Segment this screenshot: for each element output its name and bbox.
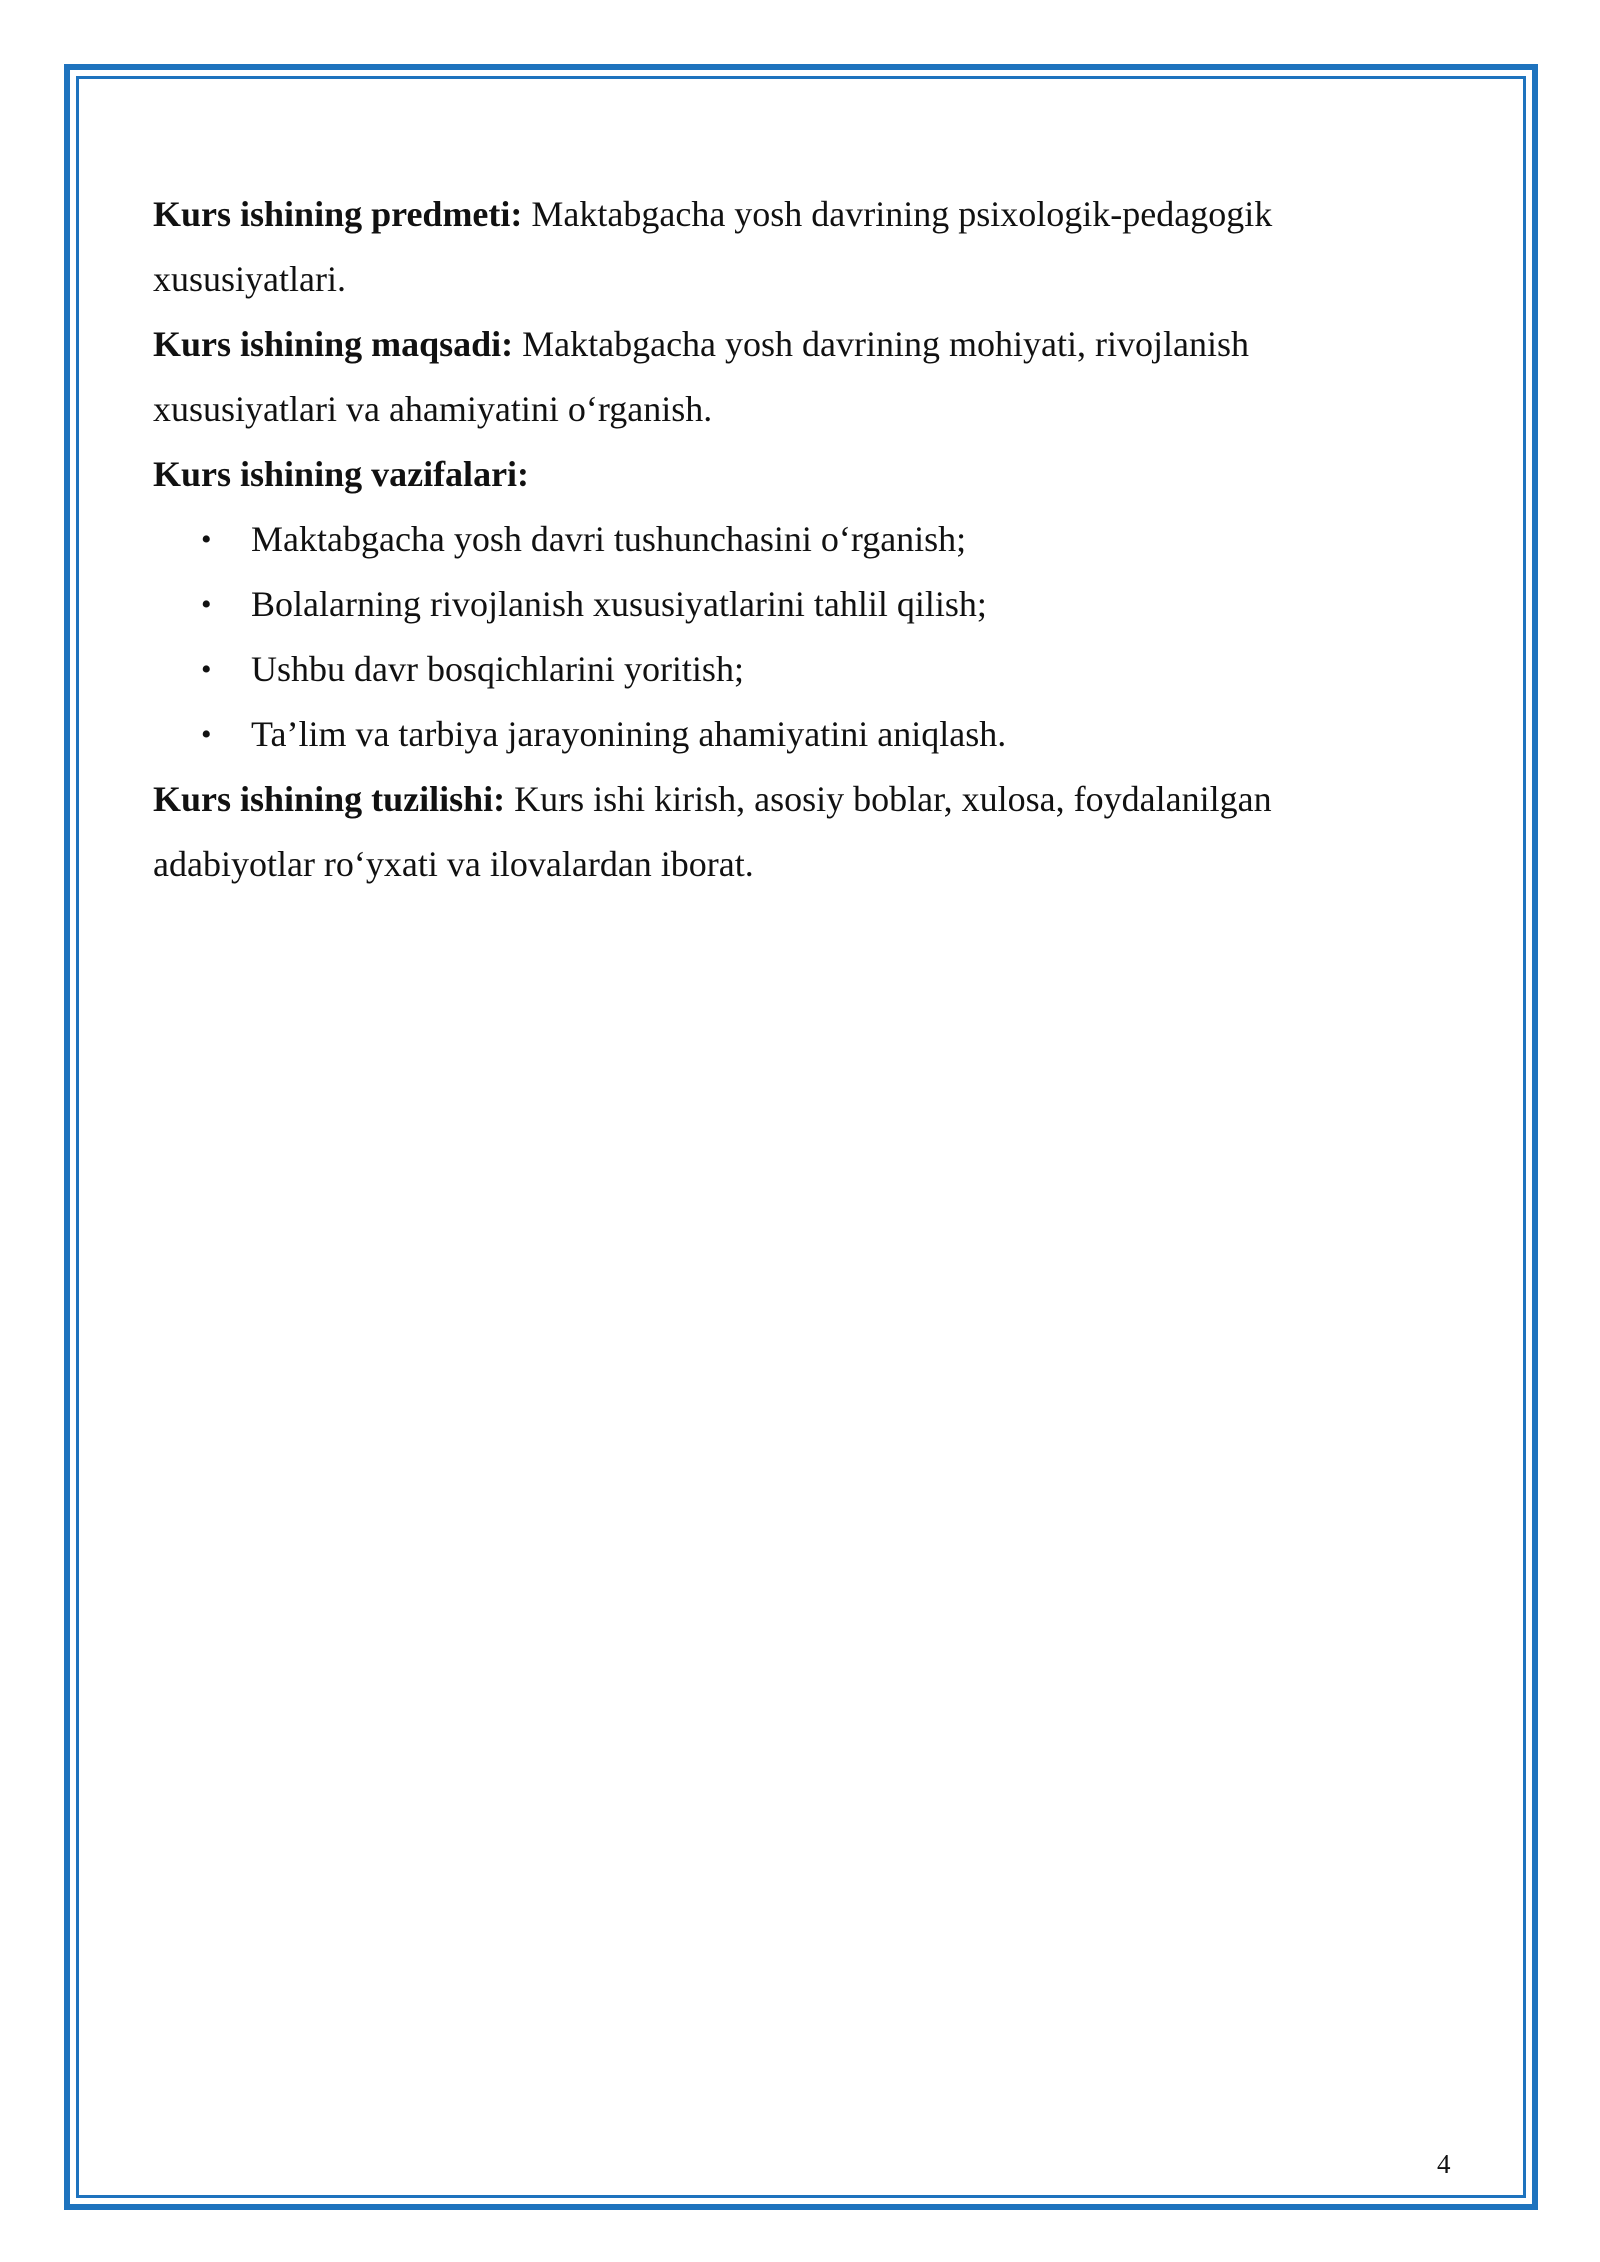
task-item-text: Bolalarning rivojlanish xususiyatlarini tahlil qilish; [251,584,987,624]
task-item [153,507,1393,572]
goal-label: Kurs ishining maqsadi: [153,324,514,364]
goal-text: Maktabgacha yosh davrining mohiyati, rivojlanish xususiyatlari va ahamiyatini o‘rganish. [153,324,1249,429]
bullet-icon: • [201,523,212,556]
bullet-icon: • [201,588,212,621]
bullet-icon: • [201,653,212,686]
subject-paragraph [153,182,1393,312]
page-number: 4 [1437,2149,1451,2179]
task-item [153,702,1393,767]
subject-text: Maktabgacha yosh davrining psixologik-pedagogik xususiyatlari. [153,194,1273,299]
tasks-label: Kurs ishining vazifalari: [153,454,530,494]
structure-label: Kurs ishining tuzilishi: [153,779,506,819]
tasks-heading [153,442,1393,507]
task-item-text: Ushbu davr bosqichlarini yoritish; [251,649,744,689]
task-item-text: Maktabgacha yosh davri tushunchasini o‘rganish; [251,519,967,559]
subject-label: Kurs ishining predmeti: [153,194,523,234]
bullet-icon: • [201,718,212,751]
task-item [153,572,1393,637]
task-item-text: Ta’lim va tarbiya jarayonining ahamiyatini aniqlash. [251,714,1007,754]
task-item [153,637,1393,702]
structure-paragraph [153,767,1393,897]
structure-text: Kurs ishi kirish, asosiy boblar, xulosa, foydalanilgan adabiyotlar ro‘yxati va ilovalardan iborat. [153,779,1272,884]
document-body [153,182,1393,897]
goal-paragraph [153,312,1393,442]
task-list [153,507,1393,767]
